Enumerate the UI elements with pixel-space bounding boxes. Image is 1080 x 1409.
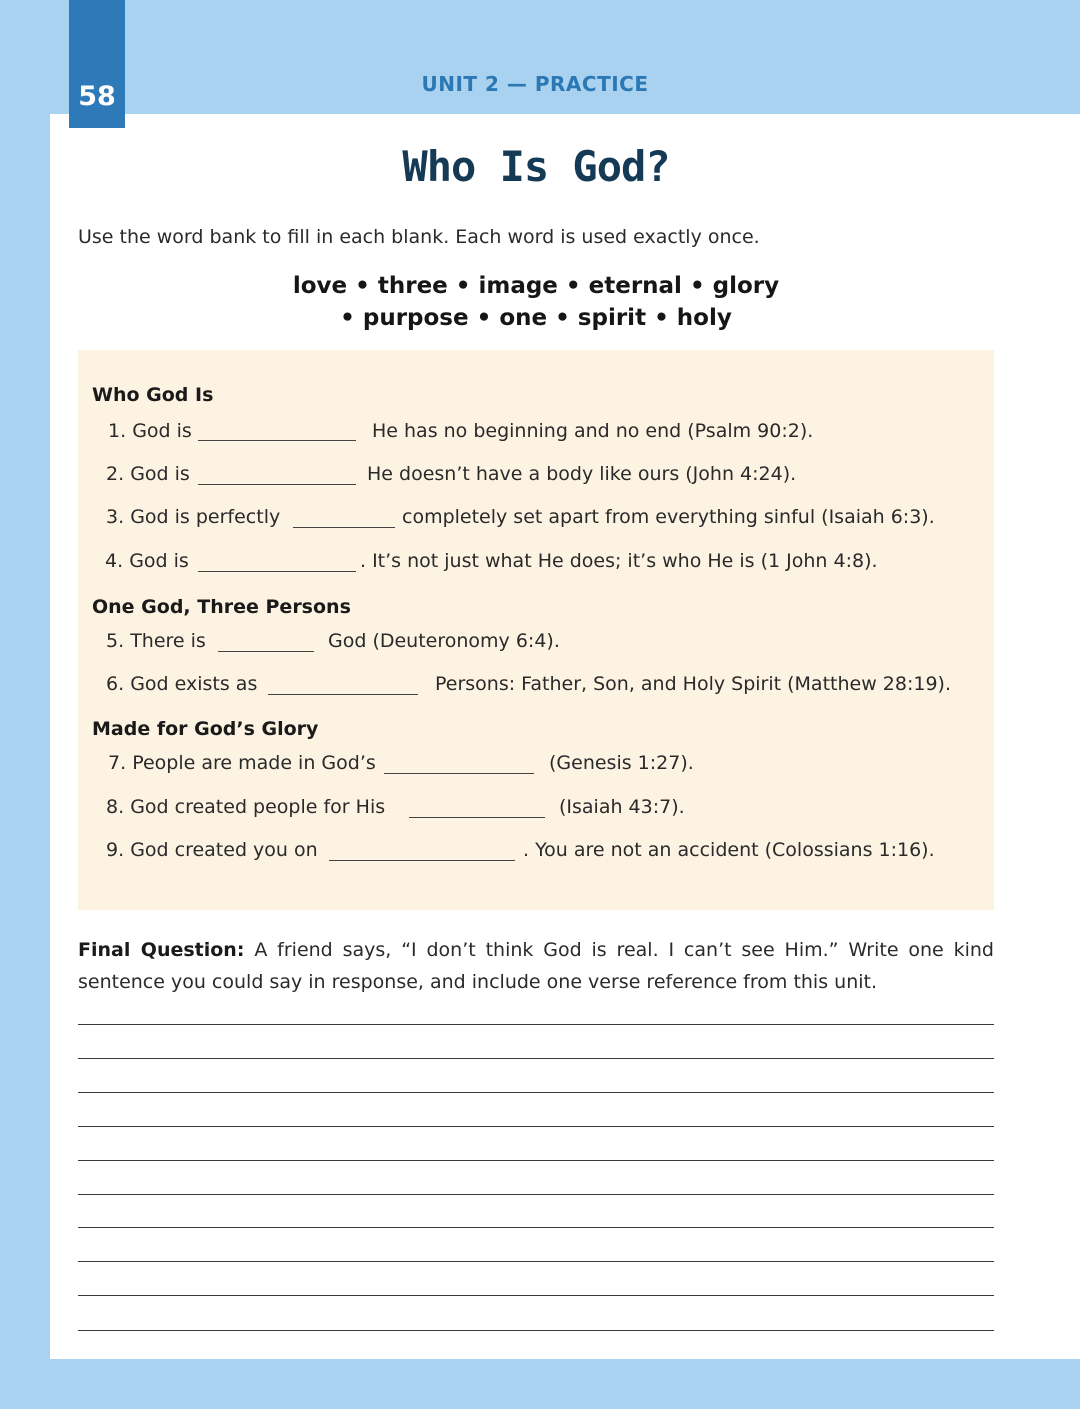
question-3-prompt [106,506,280,528]
word-bank-line-1: love • three • image • eternal • glory [292,273,780,299]
question-5-rest: God (Deuteronomy 6:4). [328,630,560,652]
question-7-prompt [108,752,376,774]
question-number: 9. [106,839,125,861]
question-text: God is [130,463,190,485]
question-number: 6. [106,673,125,695]
question-5-prompt [106,630,206,652]
question-8-prompt [106,796,385,818]
answer-blank-3[interactable] [293,527,395,528]
question-4-prompt [105,550,189,572]
question-6-prompt [106,673,257,695]
question-8-rest: (Isaiah 43:7). [559,796,685,818]
question-text: There is [130,630,206,652]
question-number: 3. [106,506,125,528]
final-question [78,934,994,998]
answer-blank-1[interactable] [198,440,356,441]
answer-blank-9[interactable] [329,860,515,861]
question-2-prompt [106,463,190,485]
question-text: God exists as [130,673,258,695]
instructions: Use the word bank to fill in each blank. Each word is used exactly once. [78,226,760,248]
question-number: 7. [108,752,127,774]
question-2-rest: He doesn’t have a body like ours (John 4:24). [367,463,797,485]
question-text: God is [132,420,192,442]
question-text: God is perfectly [130,506,281,528]
answer-blank-7[interactable] [384,773,534,774]
writing-line[interactable] [78,1295,994,1296]
question-text: God is [129,550,189,572]
unit-header: UNIT 2 — PRACTICE [421,72,649,96]
writing-line[interactable] [78,1092,994,1093]
section-title-who-god-is: Who God Is [92,384,214,406]
answer-blank-4[interactable] [198,571,356,572]
page-number: 58 [78,81,116,112]
question-text: People are made in God’s [132,752,376,774]
question-number: 1. [108,420,127,442]
section-title-one-god-three-persons: One God, Three Persons [92,596,351,618]
question-6-rest: Persons: Father, Son, and Holy Spirit (Matthew 28:19). [435,673,951,695]
writing-line[interactable] [78,1058,994,1059]
question-text: God created you on [130,839,318,861]
writing-line[interactable] [78,1194,994,1195]
question-7-rest: (Genesis 1:27). [549,752,694,774]
question-text: God created people for His [130,796,386,818]
word-bank [0,270,1072,334]
answer-blank-6[interactable] [268,694,418,695]
final-question-text: A friend says, “I don’t think God is real. I can’t see Him.” Write one kind sentence you could say in response, and include one verse reference from this unit. [78,939,994,993]
question-number: 2. [106,463,125,485]
question-1-prompt [108,420,192,442]
writing-line[interactable] [78,1330,994,1331]
writing-line[interactable] [78,1160,994,1161]
question-number: 5. [106,630,125,652]
word-bank-line-2: • purpose • one • spirit • holy [340,305,732,331]
question-number: 4. [105,550,124,572]
answer-blank-5[interactable] [218,651,314,652]
writing-line[interactable] [78,1024,994,1025]
question-1-rest: He has no beginning and no end (Psalm 90:2). [372,420,814,442]
final-question-label: Final Question: [78,939,245,961]
writing-line[interactable] [78,1261,994,1262]
question-4-rest: . It’s not just what He does; it’s who He is (1 John 4:8). [360,550,878,572]
answer-blank-8[interactable] [409,817,545,818]
question-3-rest: completely set apart from everything sinful (Isaiah 6:3). [402,506,935,528]
question-9-rest: . You are not an accident (Colossians 1:16). [523,839,935,861]
question-9-prompt [106,839,318,861]
writing-line[interactable] [78,1227,994,1228]
section-title-made-for-gods-glory: Made for God’s Glory [92,718,319,740]
page-title: Who Is God? [402,142,670,191]
question-number: 8. [106,796,125,818]
answer-blank-2[interactable] [198,484,356,485]
writing-line[interactable] [78,1126,994,1127]
page-number-tab [69,0,125,128]
